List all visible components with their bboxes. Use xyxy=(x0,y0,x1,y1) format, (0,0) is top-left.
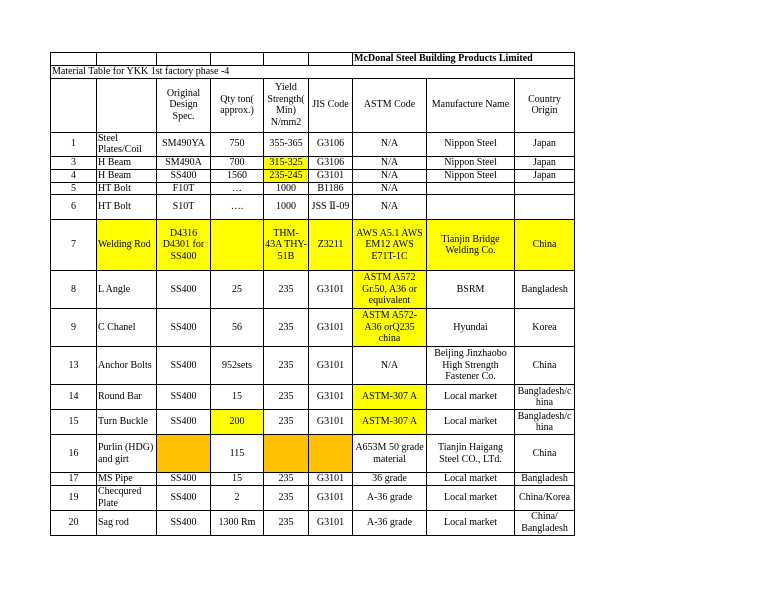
cell-yield: 235 xyxy=(264,410,309,435)
cell-yield: 235 xyxy=(264,385,309,410)
table-caption: Material Table for YKK 1st factory phase -4 xyxy=(51,66,575,79)
cell-spec: SS400 xyxy=(157,347,211,385)
cell-astm: N/A xyxy=(353,347,427,385)
cell-astm: A-36 grade xyxy=(353,485,427,510)
header-jis: JIS Code xyxy=(309,78,353,132)
cell-jis: G3106 xyxy=(309,132,353,156)
cell-spec: SM490A xyxy=(157,156,211,169)
cell-qty: 15 xyxy=(211,473,264,486)
table-row xyxy=(51,309,575,347)
cell-item: Round Bar xyxy=(97,385,157,410)
cell-yield: 355-365 xyxy=(264,132,309,156)
cell-jis: G3101 xyxy=(309,410,353,435)
cell-qty: 25 xyxy=(211,271,264,309)
table-row xyxy=(51,169,575,182)
header-country: Country Origin xyxy=(515,78,575,132)
cell-no: 14 xyxy=(51,385,97,410)
cell-qty: 115 xyxy=(211,435,264,473)
cell-country: China xyxy=(515,347,575,385)
cell-yield: THM-43A THY-51B xyxy=(264,220,309,271)
cell-qty: … xyxy=(211,182,264,195)
cell-spec: F10T xyxy=(157,182,211,195)
cell-manufacturer: BSRM xyxy=(427,271,515,309)
cell-manufacturer: Nippon Steel xyxy=(427,156,515,169)
cell-jis: JSS Ⅱ-09 xyxy=(309,195,353,220)
cell-item: Anchor Bolts xyxy=(97,347,157,385)
cell-qty: 2 xyxy=(211,485,264,510)
cell-astm: N/A xyxy=(353,195,427,220)
header-manufacturer: Manufacture Name xyxy=(427,78,515,132)
cell-spec: SS400 xyxy=(157,309,211,347)
cell-spec: S10T xyxy=(157,195,211,220)
cell-manufacturer: Local market xyxy=(427,410,515,435)
cell-spec: SS400 xyxy=(157,473,211,486)
cell-spec: SS400 xyxy=(157,485,211,510)
cell-item: HT Bolt xyxy=(97,195,157,220)
cell-jis: G3101 xyxy=(309,485,353,510)
caption-row xyxy=(51,66,575,79)
cell-no: 3 xyxy=(51,156,97,169)
cell-no: 9 xyxy=(51,309,97,347)
cell-manufacturer: Nippon Steel xyxy=(427,132,515,156)
cell-astm: A-36 grade xyxy=(353,510,427,535)
cell-astm: ASTM-307 A xyxy=(353,385,427,410)
cell-no: 6 xyxy=(51,195,97,220)
header-astm: ASTM Code xyxy=(353,78,427,132)
header-qty: Qty ton( approx.) xyxy=(211,78,264,132)
cell-manufacturer: Beijing Jinzhaobo High Strength Fastener Co. xyxy=(427,347,515,385)
cell-item: Sag rod xyxy=(97,510,157,535)
cell-astm: ASTM A572 Gr.50, A36 or equivalent xyxy=(353,271,427,309)
cell-spec: SS400 xyxy=(157,510,211,535)
cell-no: 15 xyxy=(51,410,97,435)
cell-jis: G3101 xyxy=(309,271,353,309)
cell-astm: A653M 50 grade material xyxy=(353,435,427,473)
cell-item: MS Pipe xyxy=(97,473,157,486)
cell-item: Checqured Plate xyxy=(97,485,157,510)
cell-no: 5 xyxy=(51,182,97,195)
cell-astm: N/A xyxy=(353,169,427,182)
cell-manufacturer: Nippon Steel xyxy=(427,169,515,182)
title-row xyxy=(51,53,575,66)
cell-no: 19 xyxy=(51,485,97,510)
cell-yield: 1000 xyxy=(264,182,309,195)
table-row xyxy=(51,182,575,195)
header-design-spec: Original Design Spec. xyxy=(157,78,211,132)
cell-qty: 1300 Rm xyxy=(211,510,264,535)
cell-yield: 235 xyxy=(264,347,309,385)
cell-qty: 700 xyxy=(211,156,264,169)
cell-country: Bangladesh/china xyxy=(515,410,575,435)
cell-country: China/ Bangladesh xyxy=(515,510,575,535)
cell-no: 17 xyxy=(51,473,97,486)
table-row xyxy=(51,435,575,473)
cell-astm: N/A xyxy=(353,156,427,169)
cell-item: HT Bolt xyxy=(97,182,157,195)
cell-jis: G3101 xyxy=(309,510,353,535)
table-row xyxy=(51,410,575,435)
company-name: McDonal Steel Building Products Limited xyxy=(353,53,575,66)
header-yield: Yield Strength( Min) N/mm2 xyxy=(264,78,309,132)
cell-yield: 235 xyxy=(264,485,309,510)
cell-item: H Beam xyxy=(97,156,157,169)
cell-yield: 235 xyxy=(264,271,309,309)
cell-country xyxy=(515,182,575,195)
cell-yield: 1000 xyxy=(264,195,309,220)
cell-spec: SS400 xyxy=(157,169,211,182)
header-row xyxy=(51,78,575,132)
cell-manufacturer: Local market xyxy=(427,385,515,410)
cell-manufacturer: Local market xyxy=(427,510,515,535)
cell-manufacturer: Tianjin Haigang Steel CO., LTd. xyxy=(427,435,515,473)
table-row xyxy=(51,195,575,220)
table-row xyxy=(51,347,575,385)
cell-country: Japan xyxy=(515,169,575,182)
cell-jis: Z3211 xyxy=(309,220,353,271)
cell-spec xyxy=(157,435,211,473)
material-table xyxy=(50,52,575,536)
cell-country: Bangladesh xyxy=(515,473,575,486)
cell-spec: SS400 xyxy=(157,385,211,410)
cell-no: 16 xyxy=(51,435,97,473)
cell-manufacturer: Local market xyxy=(427,473,515,486)
cell-astm: ASTM-307 A xyxy=(353,410,427,435)
cell-item: Steel Plates/Coil xyxy=(97,132,157,156)
cell-jis xyxy=(309,435,353,473)
cell-item: Purlin (HDG) and girt xyxy=(97,435,157,473)
cell-country: Bangladesh/china xyxy=(515,385,575,410)
cell-jis: G3101 xyxy=(309,309,353,347)
cell-spec: SM490YA xyxy=(157,132,211,156)
table-row xyxy=(51,510,575,535)
cell-country: Korea xyxy=(515,309,575,347)
cell-qty: …. xyxy=(211,195,264,220)
cell-qty: 952sets xyxy=(211,347,264,385)
cell-no: 4 xyxy=(51,169,97,182)
table-row xyxy=(51,220,575,271)
cell-yield: 235 xyxy=(264,473,309,486)
cell-item: C Chanel xyxy=(97,309,157,347)
cell-no: 13 xyxy=(51,347,97,385)
cell-jis: G3101 xyxy=(309,347,353,385)
cell-item: Turn Buckle xyxy=(97,410,157,435)
cell-item: L Angle xyxy=(97,271,157,309)
cell-astm: N/A xyxy=(353,132,427,156)
cell-manufacturer: Tianjin Bridge Welding Co. xyxy=(427,220,515,271)
cell-qty: 15 xyxy=(211,385,264,410)
cell-yield: 315-325 xyxy=(264,156,309,169)
cell-qty: 200 xyxy=(211,410,264,435)
cell-astm: ASTM A572-A36 orQ235 china xyxy=(353,309,427,347)
table-row xyxy=(51,485,575,510)
cell-item: H Beam xyxy=(97,169,157,182)
header-no xyxy=(51,78,97,132)
cell-item: Welding Rod xyxy=(97,220,157,271)
cell-manufacturer xyxy=(427,182,515,195)
cell-manufacturer xyxy=(427,195,515,220)
cell-yield: 235 xyxy=(264,309,309,347)
cell-jis: G3101 xyxy=(309,169,353,182)
table-row xyxy=(51,473,575,486)
cell-no: 8 xyxy=(51,271,97,309)
table-row xyxy=(51,385,575,410)
cell-country: Bangladesh xyxy=(515,271,575,309)
cell-qty: 1560 xyxy=(211,169,264,182)
cell-country xyxy=(515,195,575,220)
cell-country: China xyxy=(515,220,575,271)
cell-no: 1 xyxy=(51,132,97,156)
table-row xyxy=(51,271,575,309)
cell-qty xyxy=(211,220,264,271)
cell-country: Japan xyxy=(515,132,575,156)
cell-qty: 56 xyxy=(211,309,264,347)
cell-spec: D4316 D4301 for SS400 xyxy=(157,220,211,271)
cell-yield xyxy=(264,435,309,473)
cell-qty: 750 xyxy=(211,132,264,156)
table-row xyxy=(51,156,575,169)
cell-jis: G3106 xyxy=(309,156,353,169)
cell-spec: SS400 xyxy=(157,271,211,309)
table-row xyxy=(51,132,575,156)
cell-country: Japan xyxy=(515,156,575,169)
header-item xyxy=(97,78,157,132)
cell-no: 7 xyxy=(51,220,97,271)
cell-spec: SS400 xyxy=(157,410,211,435)
cell-manufacturer: Hyundai xyxy=(427,309,515,347)
cell-yield: 235-245 xyxy=(264,169,309,182)
cell-manufacturer: Local market xyxy=(427,485,515,510)
cell-jis: G3101 xyxy=(309,385,353,410)
cell-astm: AWS A5.1 AWS EM12 AWS E71T-1C xyxy=(353,220,427,271)
cell-no: 20 xyxy=(51,510,97,535)
cell-astm: 36 grade xyxy=(353,473,427,486)
cell-country: China xyxy=(515,435,575,473)
cell-jis: G3101 xyxy=(309,473,353,486)
cell-astm: N/A xyxy=(353,182,427,195)
cell-yield: 235 xyxy=(264,510,309,535)
cell-country: China/Korea xyxy=(515,485,575,510)
cell-jis: B1186 xyxy=(309,182,353,195)
